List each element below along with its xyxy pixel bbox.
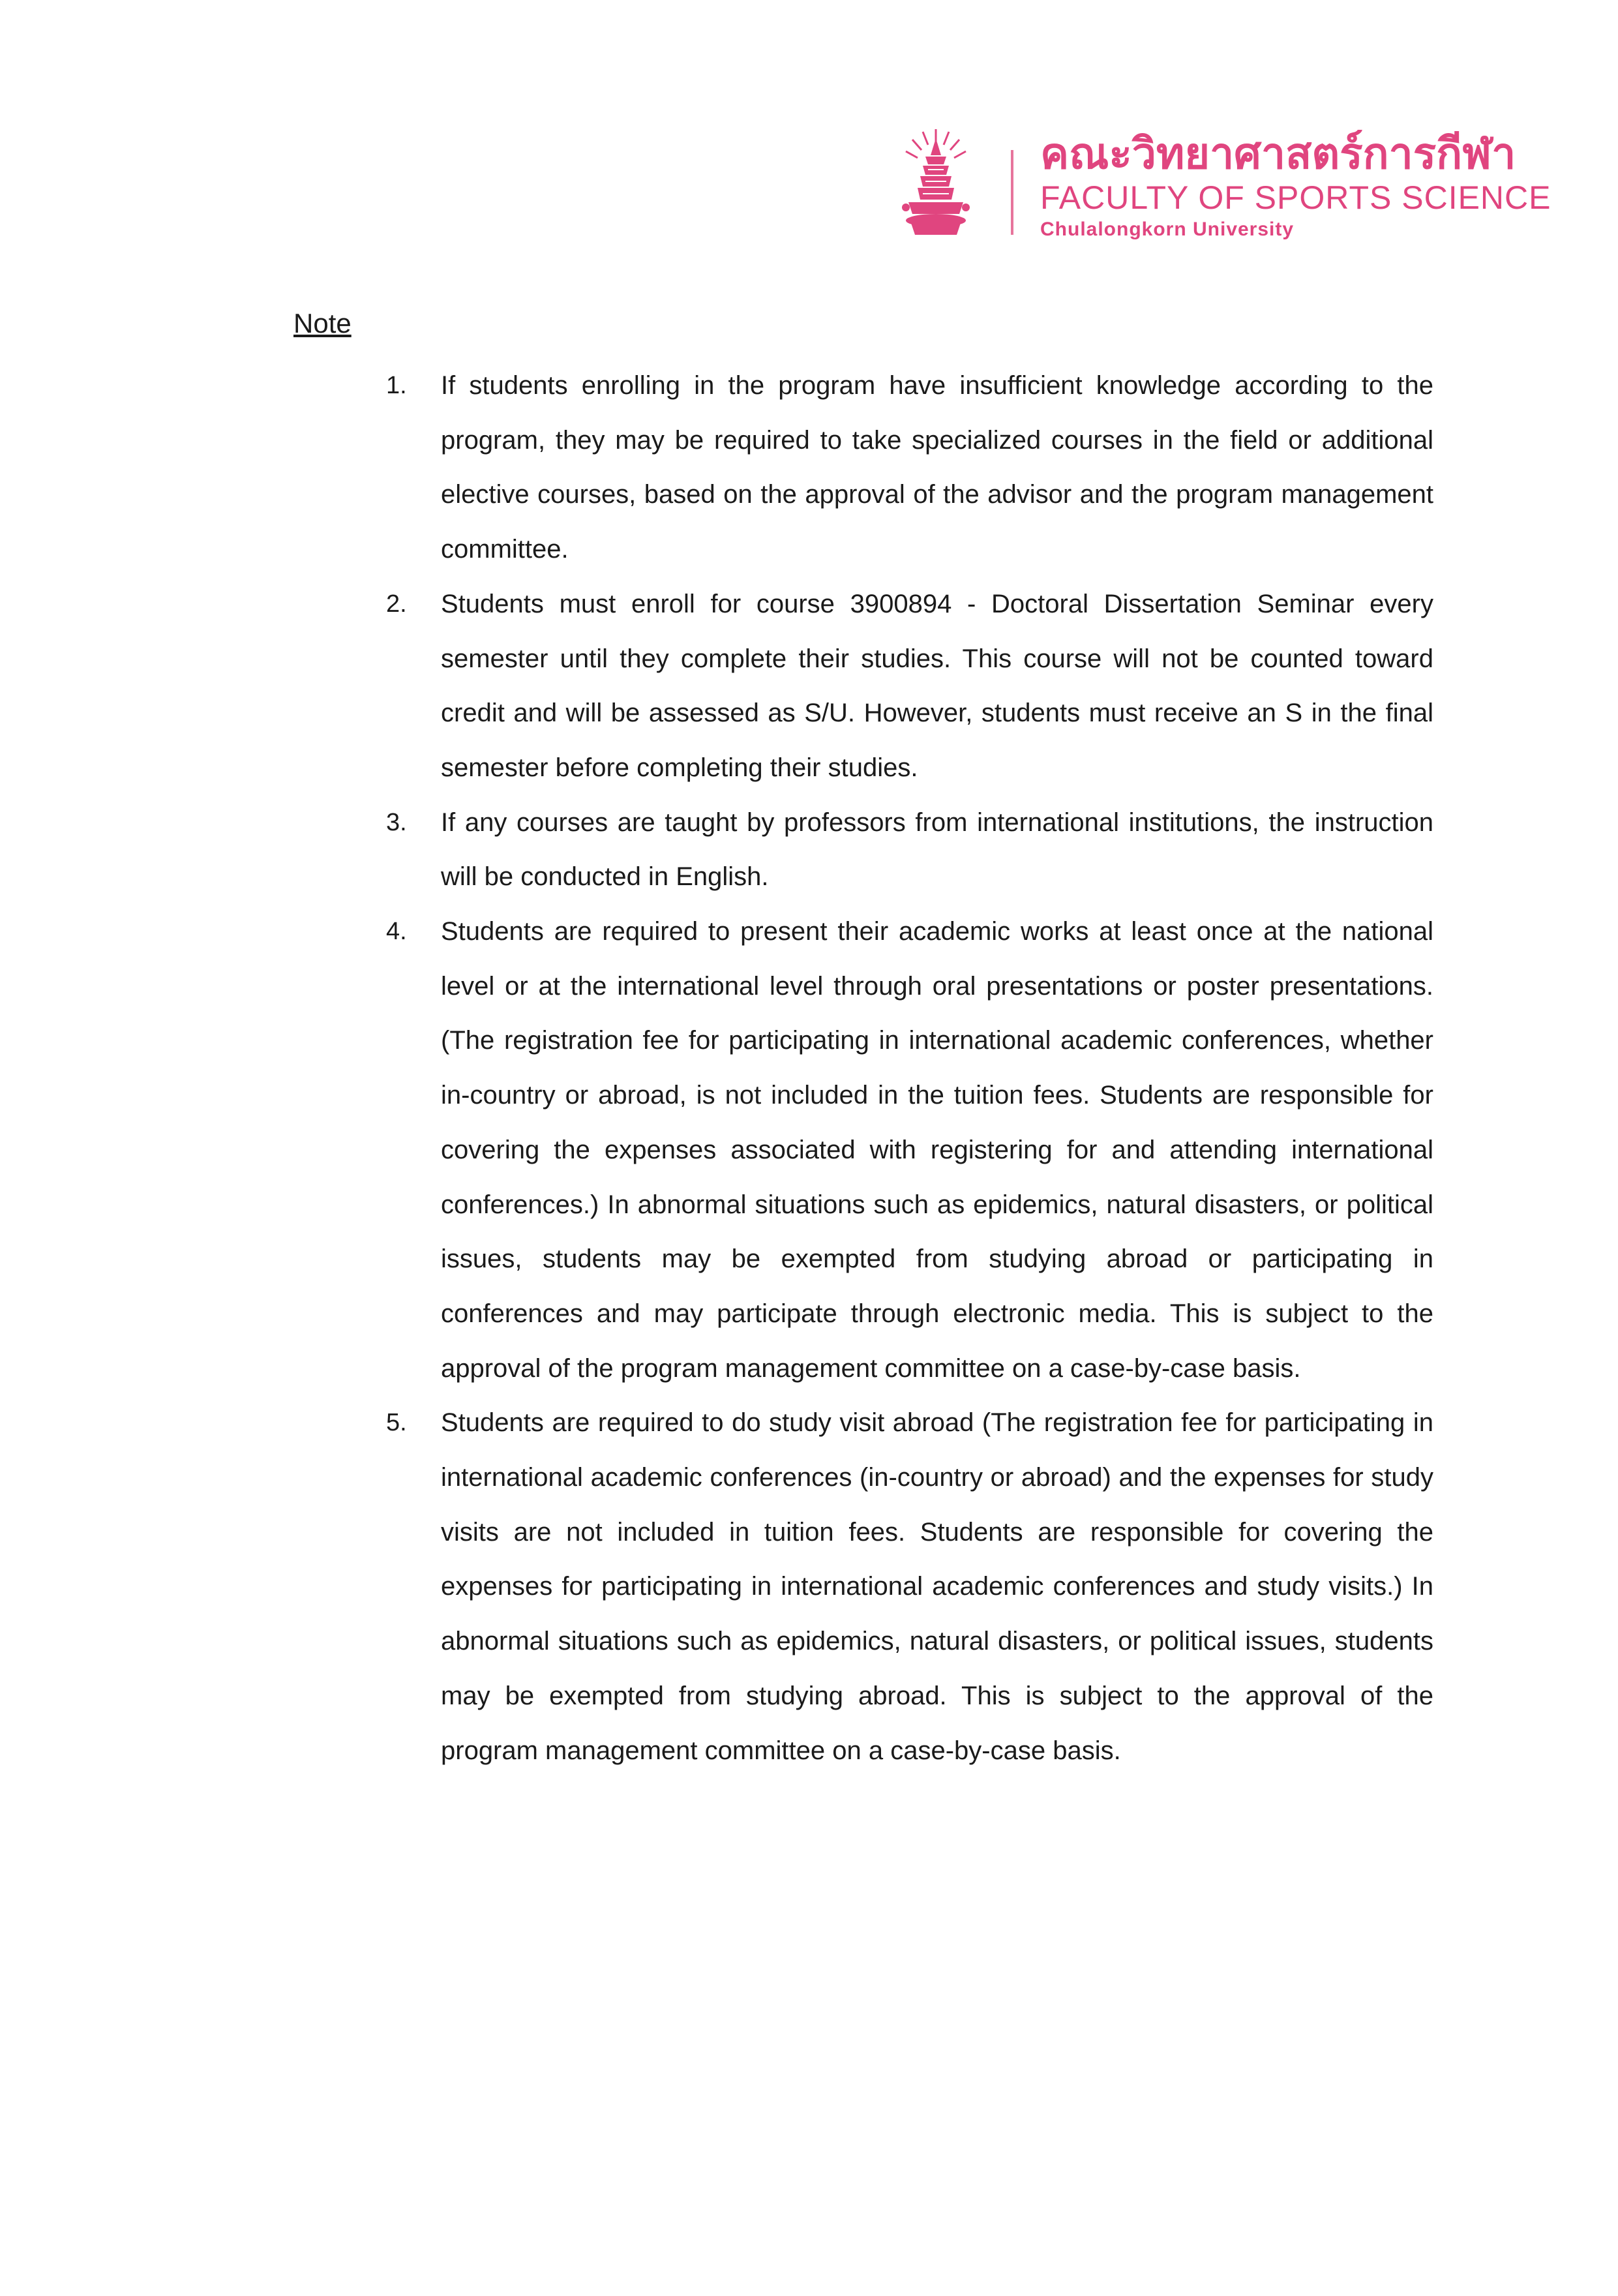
note-text: Students are required to present their academic works at least once at the national level or at the international level through oral presentations or poster presentations. (The registration fee for participating in international academic conferences, whether in-country or abroad, is not included in the tuition fees. Students are responsible for covering the expenses associated with registering for and attending international conferences.) In abnormal situations such as epidemics, natural disasters, or political issues, students may be exempted from studying abroad or participating in conferences and may participate through electronic media. This is subject to the approval of the program management committee on a case-by-case basis. — [441, 917, 1433, 1383]
note-item-3 — [386, 796, 1433, 905]
note-text: Students are required to do study visit abroad (The registration fee for participating in international academic conferences (in-country or abroad) and the expenses for study visits are not included in tuition fees. Students are responsible for covering the expenses for participating in international academic conferences and study visits.) In abnormal situations such as epidemics, natural disasters, or political issues, students may be exempted from studying abroad. This is subject to the approval of the program management committee on a case-by-case basis. — [441, 1408, 1433, 1765]
note-item-2 — [386, 577, 1433, 796]
note-text: Students must enroll for course 3900894 - Doctoral Dissertation Seminar every semester until they complete their studies. This course will not be counted toward credit and will be assessed as S/U. However, students must receive an S in the final semester before completing their studies. — [441, 589, 1433, 782]
header-divider — [1011, 150, 1013, 235]
note-number: 1. — [386, 372, 407, 399]
note-number: 3. — [386, 808, 407, 836]
note-number: 5. — [386, 1409, 407, 1437]
note-text: If any courses are taught by professors from international institutions, the instruction will be conducted in English. — [441, 808, 1433, 892]
note-number: 2. — [386, 590, 407, 618]
note-item-5 — [386, 1396, 1433, 1778]
note-text: If students enrolling in the program have insufficient knowledge according to the program, they may be required to take specialized courses in the field or additional elective courses, based on the approval of the advisor and the program management committee. — [441, 371, 1433, 564]
faculty-name-thai: คณะวิทยาศาสตร์การกีฬา — [1040, 128, 1516, 179]
note-heading: Note — [293, 308, 352, 339]
chulalongkorn-crest-icon — [897, 124, 975, 241]
faculty-name-english: FACULTY OF SPORTS SCIENCE — [1040, 179, 1551, 216]
note-number: 4. — [386, 918, 407, 946]
note-item-4 — [386, 905, 1433, 1396]
notes-list — [386, 359, 1433, 1778]
faculty-name-block — [1040, 129, 1551, 243]
note-item-1 — [386, 359, 1433, 577]
faculty-header — [897, 124, 1551, 248]
university-name: Chulalongkorn University — [1040, 219, 1295, 240]
